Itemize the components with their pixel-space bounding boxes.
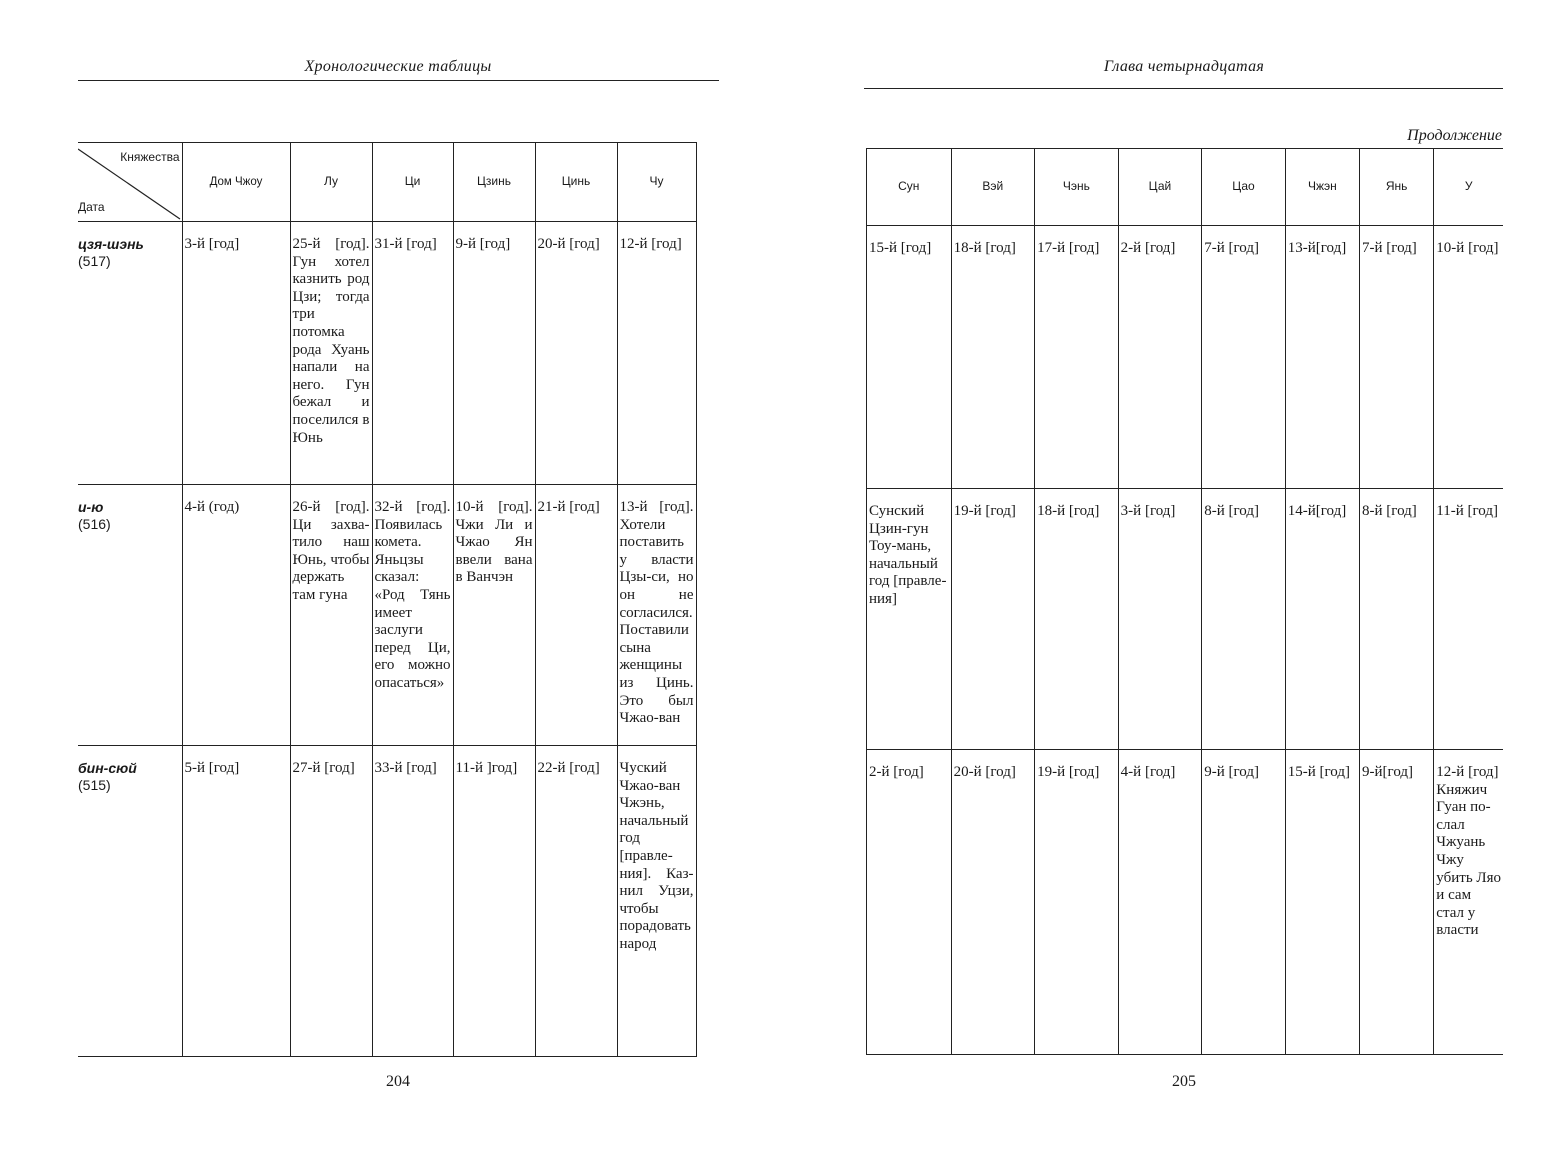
table-cell: 11-й [год] — [1434, 489, 1503, 750]
table-row — [78, 222, 696, 485]
table-cell — [290, 222, 372, 485]
table-cell: Сунский Цзин-гун Тоу-мань, начальный год [правления] — [867, 489, 952, 750]
column-header: Цай — [1118, 149, 1202, 226]
column-header: Сун — [867, 149, 952, 226]
table-cell: 9-й [год] — [1202, 750, 1286, 1055]
table-cell: 2-й [год] — [867, 750, 952, 1055]
cyclic-date-name: и-ю — [78, 499, 104, 515]
table-cell: 15-й [год] — [1285, 750, 1359, 1055]
column-header: Чэнь — [1035, 149, 1119, 226]
running-head-left: Хронологические таблицы — [304, 58, 492, 75]
table-cell: 22-й [год] — [535, 746, 617, 1057]
table-cell: 18-й [год] — [1035, 489, 1119, 750]
table-cell: 8-й [год] — [1202, 489, 1286, 750]
column-header: Вэй — [951, 149, 1035, 226]
table-cell: 8-й [год] — [1360, 489, 1434, 750]
cyclic-date-name: цзя-шэнь — [78, 236, 144, 252]
head-rule-right — [864, 88, 1503, 89]
running-head-right: Глава четырнадцатая — [1103, 58, 1265, 75]
table-cell: 9-й[год] — [1360, 750, 1434, 1055]
table-cell: 7-й [год] — [1360, 226, 1434, 489]
table-cell: 19-й [год] — [951, 489, 1035, 750]
column-header: Ци — [372, 143, 453, 222]
table-cell: 18-й [год] — [951, 226, 1035, 489]
table-cell: 9-й [год] — [453, 222, 535, 485]
table-cell: 4-й (год) — [182, 485, 290, 746]
date-cell — [78, 746, 182, 1057]
header-corner-principalities: Княжества — [120, 150, 180, 164]
continued-label: Продолжение — [1407, 127, 1502, 144]
column-header: Чу — [617, 143, 696, 222]
table-row — [867, 489, 1504, 750]
table-row — [78, 746, 696, 1057]
table-cell: 21-й [год] — [535, 485, 617, 746]
date-year: (516) — [78, 516, 111, 532]
date-year: (515) — [78, 777, 111, 793]
column-header: Цао — [1202, 149, 1286, 226]
table-cell: 7-й [год] — [1202, 226, 1286, 489]
column-header: Лу — [290, 143, 372, 222]
chronology-table-right — [866, 148, 1503, 1055]
table-row — [78, 485, 696, 746]
table-cell: 19-й [год] — [1035, 750, 1119, 1055]
table-cell: 31-й [год] — [372, 222, 453, 485]
table-row — [867, 750, 1504, 1055]
date-cell — [78, 485, 182, 746]
table-cell: 17-й [год] — [1035, 226, 1119, 489]
table-cell: 12-й [год] — [617, 222, 696, 485]
cyclic-date-name: бин-сюй — [78, 760, 137, 776]
column-header: Янь — [1360, 149, 1434, 226]
table-cell: 10-й [год]. Чжи Ли и Чжао Ян ввели вана в Ванчэн — [453, 485, 535, 746]
header-corner-date: Дата — [78, 200, 105, 215]
column-header: Чжэн — [1285, 149, 1359, 226]
table-cell: 13-й [год]. Хотели поставить у власти Цзы-си, но он не согласился. Поставили сына женщины из Цинь. Это был Чжао-ван — [617, 485, 696, 746]
table-cell: 15-й [год] — [867, 226, 952, 489]
column-header: Цинь — [535, 143, 617, 222]
table-cell: 14-й[год] — [1285, 489, 1359, 750]
page-number-right: 205 — [1172, 1073, 1196, 1090]
cell-text: 25-й [год]. Гун хотел казнить род Цзи; тогда три потомка рода Хуань напали на него. Гун бежал и поселился в Юнь — [292, 236, 370, 446]
column-header: Цзинь — [453, 143, 535, 222]
table-row — [867, 226, 1504, 489]
table-cell: 13-й[год] — [1285, 226, 1359, 489]
table-header-row — [78, 143, 696, 222]
header-corner-cell — [78, 143, 182, 222]
table-cell: Чуский Чжао-ван Чжэнь, начальный год [правления]. Казнил Уцзи, чтобы порадовать народ — [617, 746, 696, 1057]
table-cell: 32-й [год]. Появилась комета. Яньцзы сказал: «Род Тянь имеет заслуги перед Ци, его можно опасаться» — [372, 485, 453, 746]
table-cell: 27-й [год] — [290, 746, 372, 1057]
table-cell: 20-й [год] — [951, 750, 1035, 1055]
table-cell: 2-й [год] — [1118, 226, 1202, 489]
chronology-table-left — [78, 142, 697, 1057]
table-header-row — [867, 149, 1504, 226]
table-cell: 5-й [год] — [182, 746, 290, 1057]
table-cell: 10-й [год] — [1434, 226, 1503, 489]
table-cell: 12-й [год] Княжич Гуан послал Чжуань Чжу убить Ляо и сам стал у власти — [1434, 750, 1503, 1055]
table-cell: 4-й [год] — [1118, 750, 1202, 1055]
table-cell: 3-й [год] — [1118, 489, 1202, 750]
date-year: (517) — [78, 253, 111, 269]
right-page — [771, 0, 1542, 1162]
date-cell — [78, 222, 182, 485]
table-cell: 3-й [год] — [182, 222, 290, 485]
table-cell: 20-й [год] — [535, 222, 617, 485]
page-number-left: 204 — [386, 1073, 410, 1090]
table-cell: 33-й [год] — [372, 746, 453, 1057]
head-rule-left — [78, 80, 719, 81]
table-cell: 26-й [год]. Ци захватило наш Юнь, чтобы держать там гуна — [290, 485, 372, 746]
table-cell: 11-й ]год] — [453, 746, 535, 1057]
column-header: Дом Чжоу — [182, 143, 290, 222]
column-header: У — [1434, 149, 1503, 226]
